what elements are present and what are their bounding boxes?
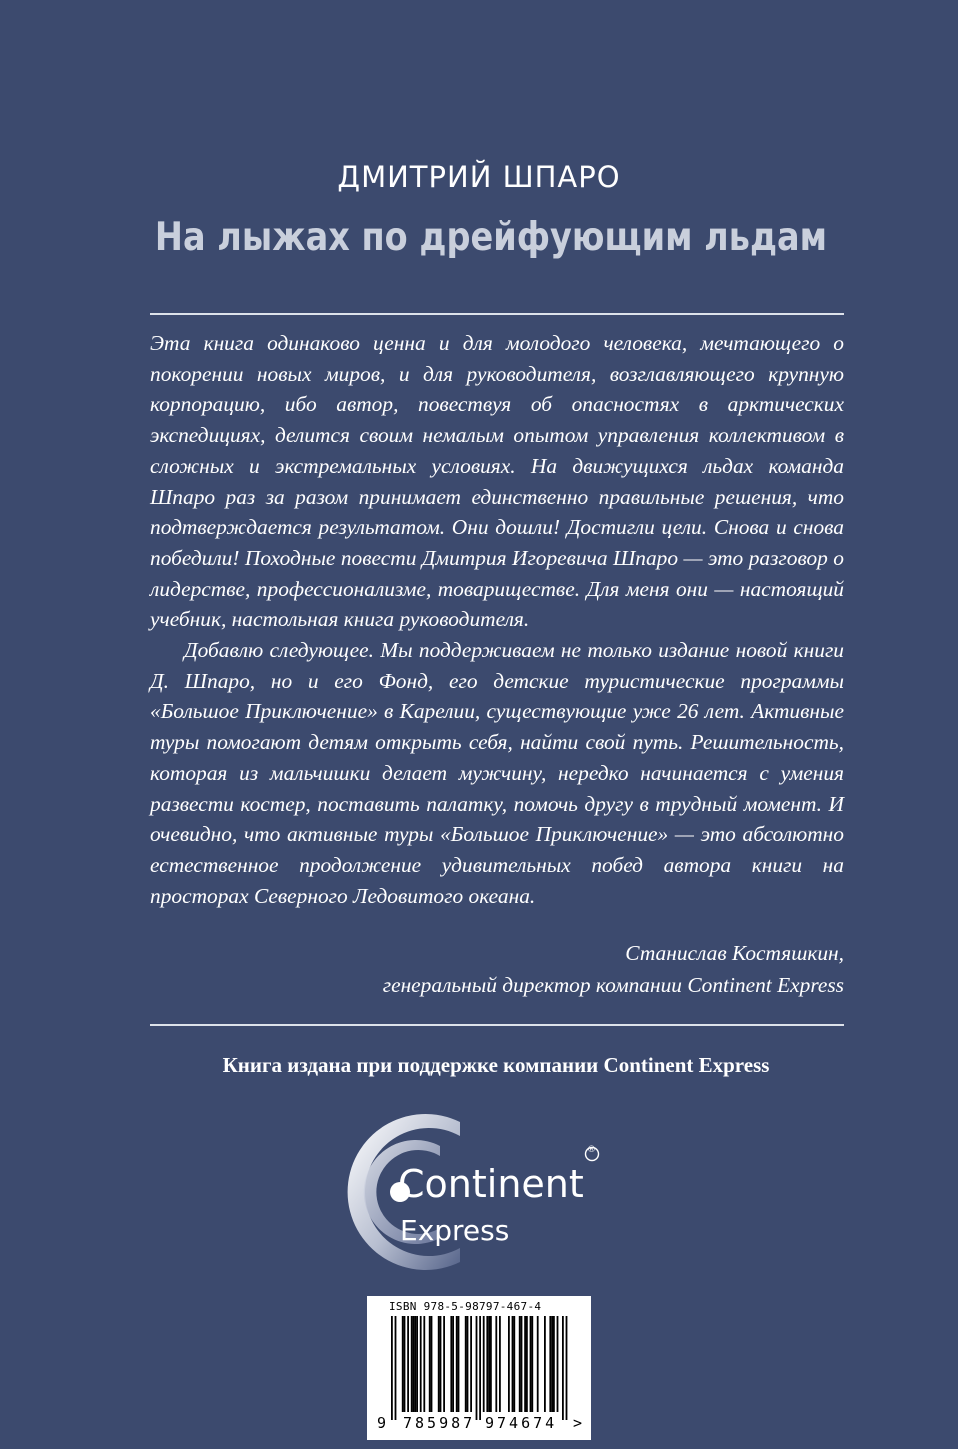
signature-name: Станислав Костяшкин, [625,941,844,965]
barcode-left-group: 785987 [403,1414,476,1432]
continent-express-logo [310,1112,650,1272]
divider-bottom [150,1024,844,1026]
barcode-right-group: 974674 [485,1414,558,1432]
logo-word-continent: Continent [398,1162,584,1206]
author-name: ДМИТРИЙ ШПАРО [337,160,621,194]
blurb [150,328,844,911]
barcode-first-digit: 9 [377,1414,387,1432]
barcode-bars [391,1316,569,1420]
signature-role: генеральный директор компании Continent Express [382,973,844,997]
barcode [367,1296,591,1440]
book-title: На лыжах по дрейфующим льдам [154,215,828,260]
barcode-quiet-mark: > [573,1414,583,1432]
support-line: Книга издана при поддержке компании Continent Express [222,1053,770,1077]
blurb-paragraph: Добавлю следующее. Мы поддерживаем не только издание новой книги Д. Шпаро, но и его Фонд, его детские туристические программы «Большое Приключение» в Карелии, существующие уже 26 лет. Активные туры помогают детям открыть себя, найти свой путь. Решительность, которая из мальчишки делает мужчину, нередко начинается с умения развести костер, поставить палатку, помочь другу в трудный момент. И очевидно, что активные туры «Большое Приключение» — это абсолютно естественное продолжение удивительных побед автора книги на просторах Северного Ледовитого океана. [150,638,844,908]
signature [244,937,844,1001]
divider-top [150,313,844,315]
isbn-text: ISBN 978-5-98797-467-4 [389,1300,542,1313]
logo-word-express: Express [400,1214,510,1247]
registered-mark: ® [587,1145,596,1155]
blurb-paragraph: Эта книга одинаково ценна и для молодого человека, мечтающего о покорении новых миров, и для руководителя, возглавляющего крупную корпорацию, ибо автор, повествуя об опасностях в арктических экспедициях, делится своим немалым опытом управления коллективом в сложных и экстремальных условиях. На движущихся льдах команда Шпаро раз за разом принимает единственно правильные решения, что подтверждается результатом. Они дошли! Достигли цели. Снова и снова победили! Походные повести Дмитрия Игоревича Шпаро — это разговор о лидерстве, профессионализме, товариществе. Для меня они — настоящий учебник, настольная книга руководителя. [150,331,844,632]
